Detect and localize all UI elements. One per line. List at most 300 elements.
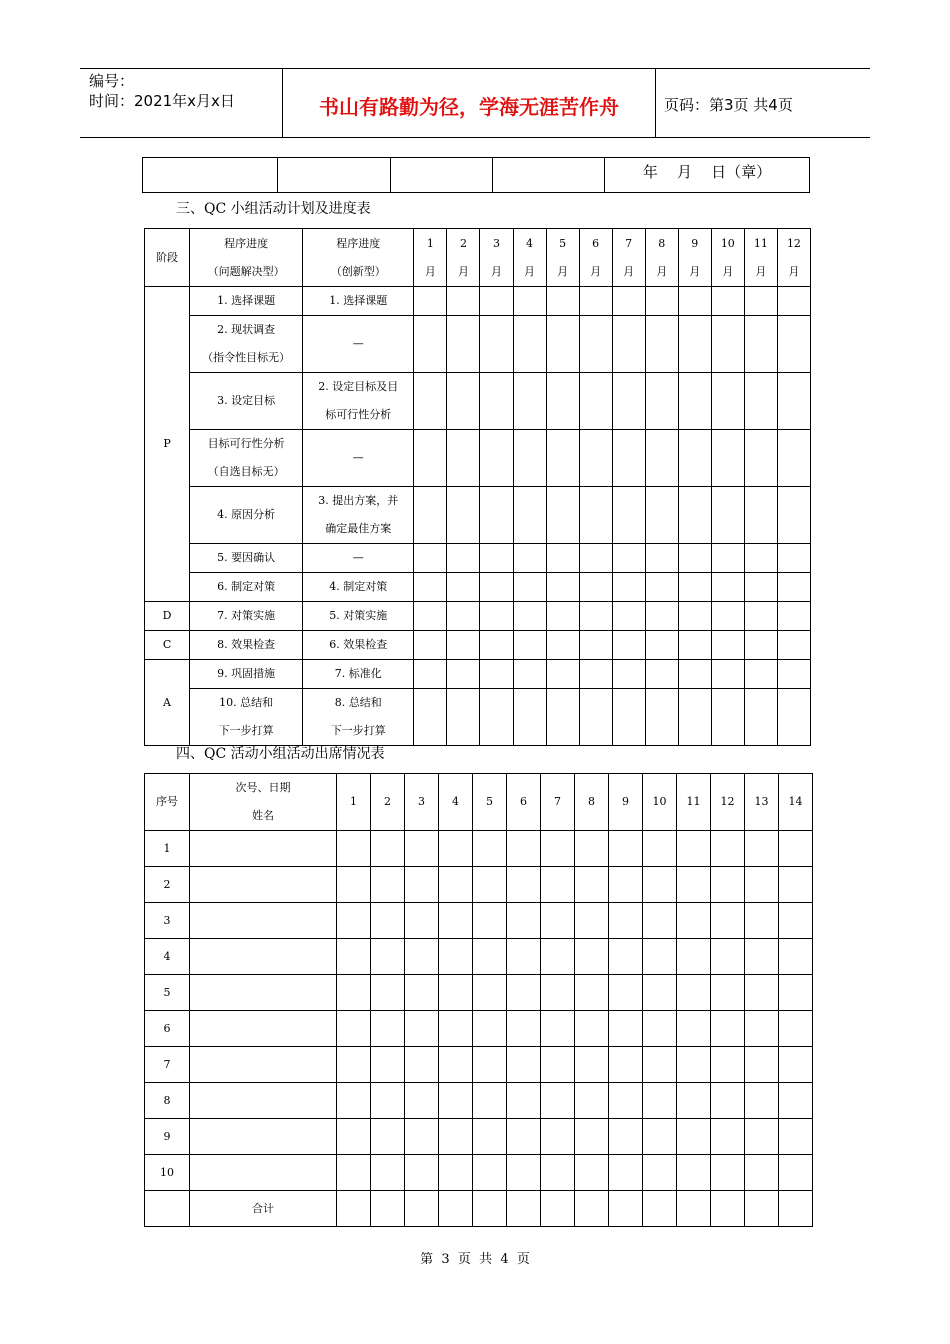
member-name-cell — [190, 1155, 337, 1191]
attendance-cell — [779, 903, 813, 939]
month-cell — [480, 373, 513, 430]
month-header — [678, 229, 711, 287]
month-number: 7 — [625, 236, 633, 250]
session-header: 10 — [643, 774, 677, 831]
attendance-cell — [779, 1119, 813, 1155]
cell-line: 下一步打算 — [330, 724, 386, 737]
signature-cell — [143, 158, 278, 193]
attendance-cell — [609, 1047, 643, 1083]
month-header — [414, 229, 447, 287]
header-meta — [89, 71, 235, 111]
month-cell — [645, 287, 678, 316]
attendance-cell — [711, 831, 745, 867]
month-number: 5 — [559, 236, 567, 250]
month-cell — [546, 287, 579, 316]
month-cell — [447, 689, 480, 746]
month-cell — [645, 573, 678, 602]
attendance-cell — [677, 867, 711, 903]
month-cell — [777, 373, 810, 430]
cell-line: 标可行性分析 — [325, 408, 392, 421]
attendance-row — [145, 831, 813, 867]
attendance-cell — [439, 1119, 473, 1155]
attendance-cell — [541, 1155, 575, 1191]
attendance-cell — [643, 1011, 677, 1047]
attendance-cell — [677, 975, 711, 1011]
attendance-cell — [507, 1119, 541, 1155]
month-cell — [744, 631, 777, 660]
month-cell — [645, 602, 678, 631]
month-cell — [777, 573, 810, 602]
month-cell — [513, 602, 546, 631]
month-cell — [744, 373, 777, 430]
attendance-row — [145, 1119, 813, 1155]
session-header: 13 — [745, 774, 779, 831]
attendance-cell — [779, 1155, 813, 1191]
member-name-cell — [190, 903, 337, 939]
attendance-cell — [575, 1047, 609, 1083]
month-suffix: 月 — [755, 264, 767, 278]
month-cell — [546, 602, 579, 631]
program-innovation-cell — [303, 602, 414, 631]
attendance-cell — [473, 867, 507, 903]
month-cell — [612, 689, 645, 746]
attendance-cell — [507, 1155, 541, 1191]
program-innovation-cell — [303, 660, 414, 689]
session-header: 6 — [507, 774, 541, 831]
attendance-cell — [405, 831, 439, 867]
attendance-cell — [405, 1047, 439, 1083]
month-cell — [744, 487, 777, 544]
month-cell — [744, 430, 777, 487]
session-header: 5 — [473, 774, 507, 831]
attendance-cell — [643, 1047, 677, 1083]
attendance-cell — [337, 1011, 371, 1047]
month-cell — [612, 430, 645, 487]
header-line: 程序进度 — [224, 236, 269, 250]
program-problem-cell — [190, 430, 303, 487]
attendance-cell — [405, 1119, 439, 1155]
attendance-row — [145, 1155, 813, 1191]
attendance-cell — [337, 1119, 371, 1155]
month-header — [546, 229, 579, 287]
attendance-cell — [609, 1119, 643, 1155]
month-cell — [678, 544, 711, 573]
attendance-cell — [677, 831, 711, 867]
session-header: 4 — [439, 774, 473, 831]
attendance-row — [145, 903, 813, 939]
cell-line: 7. 标准化 — [334, 667, 382, 680]
month-cell — [546, 689, 579, 746]
attendance-cell — [371, 1155, 405, 1191]
attendance-cell — [371, 939, 405, 975]
cell-line: 9. 巩固措施 — [217, 667, 276, 680]
cell-line: 目标可行性分析 — [207, 437, 285, 450]
attendance-cell — [337, 1047, 371, 1083]
attendance-cell — [711, 867, 745, 903]
attendance-cell — [677, 939, 711, 975]
month-cell — [546, 487, 579, 544]
month-cell — [480, 544, 513, 573]
month-cell — [513, 287, 546, 316]
month-cell — [513, 573, 546, 602]
attendance-cell — [405, 939, 439, 975]
month-cell — [777, 602, 810, 631]
month-cell — [711, 544, 744, 573]
month-cell — [513, 689, 546, 746]
attendance-cell — [779, 1083, 813, 1119]
attendance-cell — [643, 1155, 677, 1191]
month-cell — [678, 631, 711, 660]
attendance-row — [145, 939, 813, 975]
attendance-cell — [439, 1155, 473, 1191]
total-cell — [405, 1191, 439, 1227]
program-problem-cell — [190, 602, 303, 631]
attendance-cell — [473, 975, 507, 1011]
plan-row — [145, 544, 811, 573]
time-label: 时间：2021年x月x日 — [89, 92, 235, 110]
session-header: 3 — [405, 774, 439, 831]
attendance-cell — [677, 1011, 711, 1047]
date-seal-cell: 年 月 日（章） — [605, 158, 810, 193]
month-cell — [612, 602, 645, 631]
month-number: 12 — [786, 236, 801, 250]
month-cell — [480, 573, 513, 602]
cell-line: 4. 制定对策 — [329, 580, 388, 593]
month-cell — [711, 287, 744, 316]
signature-table — [142, 157, 810, 193]
month-cell — [678, 430, 711, 487]
month-cell — [678, 287, 711, 316]
month-header — [513, 229, 546, 287]
cell-line: 3. 设定目标 — [217, 394, 276, 407]
attendance-row — [145, 1083, 813, 1119]
header-line: 程序进度 — [336, 236, 381, 250]
month-cell — [480, 660, 513, 689]
month-cell — [513, 660, 546, 689]
month-cell — [678, 573, 711, 602]
month-cell — [612, 631, 645, 660]
member-name-cell — [190, 1011, 337, 1047]
attendance-cell — [507, 1047, 541, 1083]
month-cell — [711, 660, 744, 689]
attendance-cell — [609, 1155, 643, 1191]
attendance-cell — [405, 867, 439, 903]
cell-line: （自选目标无） — [207, 465, 285, 478]
attendance-cell — [745, 1011, 779, 1047]
cell-line: 1. 选择课题 — [329, 294, 388, 307]
attendance-cell — [575, 867, 609, 903]
attendance-cell — [371, 831, 405, 867]
attendance-cell — [609, 975, 643, 1011]
cell-line: — — [352, 551, 364, 564]
attendance-cell — [541, 1119, 575, 1155]
cell-line: — — [352, 337, 364, 350]
attendance-cell — [439, 975, 473, 1011]
plan-row — [145, 689, 811, 746]
month-cell — [612, 573, 645, 602]
month-cell — [579, 287, 612, 316]
program-problem-cell — [190, 631, 303, 660]
signature-cell — [391, 158, 493, 193]
month-cell — [744, 689, 777, 746]
attendance-cell — [371, 975, 405, 1011]
attendance-cell — [711, 1083, 745, 1119]
month-cell — [579, 660, 612, 689]
month-cell — [645, 316, 678, 373]
seq-header: 序号 — [145, 774, 190, 831]
attendance-cell — [609, 1083, 643, 1119]
total-cell — [541, 1191, 575, 1227]
total-row — [145, 1191, 813, 1227]
month-header — [579, 229, 612, 287]
attendance-cell — [541, 1083, 575, 1119]
month-cell — [612, 287, 645, 316]
total-cell — [473, 1191, 507, 1227]
month-cell — [480, 287, 513, 316]
month-cell — [480, 602, 513, 631]
month-cell — [777, 631, 810, 660]
month-cell — [645, 373, 678, 430]
month-cell — [744, 573, 777, 602]
attendance-cell — [779, 867, 813, 903]
month-cell — [414, 689, 447, 746]
cell-line: 8. 效果检查 — [217, 638, 276, 651]
month-suffix: 月 — [590, 264, 602, 278]
attendance-cell — [507, 939, 541, 975]
month-cell — [546, 660, 579, 689]
row-seq: 10 — [145, 1155, 190, 1191]
program-innovation-cell — [303, 430, 414, 487]
month-cell — [414, 287, 447, 316]
month-number: 2 — [459, 236, 467, 250]
attendance-cell — [711, 1047, 745, 1083]
plan-row — [145, 287, 811, 316]
session-header: 12 — [711, 774, 745, 831]
attendance-row — [145, 975, 813, 1011]
cell-line: 2. 设定目标及目 — [318, 380, 399, 393]
month-cell — [447, 660, 480, 689]
program-innovation-cell — [303, 316, 414, 373]
attendance-cell — [745, 1047, 779, 1083]
header-line: 次号、日期 — [235, 781, 291, 794]
attendance-cell — [405, 1011, 439, 1047]
month-cell — [546, 573, 579, 602]
total-label: 合计 — [190, 1191, 337, 1227]
attendance-row — [145, 1011, 813, 1047]
plan-row — [145, 573, 811, 602]
row-seq: 7 — [145, 1047, 190, 1083]
member-name-cell — [190, 1119, 337, 1155]
member-name-cell — [190, 867, 337, 903]
month-cell — [513, 544, 546, 573]
month-number: 8 — [658, 236, 666, 250]
cell-line: 3. 提出方案，并 — [318, 494, 399, 507]
attendance-cell — [541, 975, 575, 1011]
program-problem-cell — [190, 660, 303, 689]
month-cell — [645, 430, 678, 487]
header-motto: 书山有路勤为径，学海无涯苦作舟 — [319, 95, 619, 119]
month-cell — [414, 316, 447, 373]
program-innovation-cell — [303, 487, 414, 544]
attendance-cell — [779, 831, 813, 867]
cell-line: 10. 总结和 — [219, 696, 274, 709]
attendance-cell — [473, 831, 507, 867]
month-cell — [711, 487, 744, 544]
attendance-cell — [779, 1011, 813, 1047]
plan-progress-table — [144, 228, 811, 746]
month-header — [744, 229, 777, 287]
cell-line: 5. 对策实施 — [329, 609, 388, 622]
program-innovation-cell — [303, 373, 414, 430]
month-cell — [777, 544, 810, 573]
month-cell — [744, 287, 777, 316]
month-cell — [744, 602, 777, 631]
month-cell — [480, 316, 513, 373]
attendance-cell — [507, 1083, 541, 1119]
month-cell — [447, 487, 480, 544]
header-line: （问题解决型） — [207, 264, 285, 278]
month-cell — [612, 373, 645, 430]
plan-row — [145, 660, 811, 689]
row-seq: 3 — [145, 903, 190, 939]
month-cell — [711, 689, 744, 746]
attendance-cell — [745, 1119, 779, 1155]
stage-d: D — [145, 602, 190, 631]
attendance-cell — [575, 903, 609, 939]
month-cell — [711, 430, 744, 487]
attendance-header-row — [145, 774, 813, 831]
program-problem-cell — [190, 373, 303, 430]
attendance-cell — [405, 903, 439, 939]
plan-row — [145, 316, 811, 373]
month-number: 6 — [592, 236, 600, 250]
month-cell — [678, 487, 711, 544]
plan-row — [145, 373, 811, 430]
total-cell — [677, 1191, 711, 1227]
attendance-cell — [405, 1083, 439, 1119]
attendance-cell — [711, 903, 745, 939]
member-name-cell — [190, 831, 337, 867]
month-cell — [579, 316, 612, 373]
total-cell — [371, 1191, 405, 1227]
attendance-cell — [711, 1119, 745, 1155]
cell-line: 5. 要因确认 — [217, 551, 276, 564]
row-seq: 2 — [145, 867, 190, 903]
month-suffix: 月 — [788, 264, 800, 278]
attendance-table — [144, 773, 813, 1227]
total-seq-cell — [145, 1191, 190, 1227]
plan-header-row — [145, 229, 811, 287]
month-cell — [579, 573, 612, 602]
month-suffix: 月 — [490, 264, 502, 278]
attendance-cell — [779, 975, 813, 1011]
attendance-cell — [643, 903, 677, 939]
month-cell — [579, 544, 612, 573]
number-label: 编号： — [89, 72, 135, 90]
total-cell — [643, 1191, 677, 1227]
attendance-cell — [541, 1011, 575, 1047]
attendance-cell — [371, 1119, 405, 1155]
month-header — [777, 229, 810, 287]
attendance-cell — [745, 939, 779, 975]
attendance-cell — [337, 867, 371, 903]
session-header: 11 — [677, 774, 711, 831]
attendance-cell — [439, 1047, 473, 1083]
attendance-cell — [541, 867, 575, 903]
row-seq: 1 — [145, 831, 190, 867]
attendance-cell — [371, 1011, 405, 1047]
month-cell — [447, 373, 480, 430]
attendance-cell — [337, 1155, 371, 1191]
month-cell — [480, 430, 513, 487]
month-cell — [414, 631, 447, 660]
attendance-cell — [575, 831, 609, 867]
program-innovation-cell — [303, 631, 414, 660]
program-innovation-header — [303, 229, 414, 287]
row-seq: 9 — [145, 1119, 190, 1155]
month-cell — [414, 373, 447, 430]
month-cell — [447, 602, 480, 631]
attendance-cell — [745, 867, 779, 903]
program-innovation-cell — [303, 287, 414, 316]
attendance-cell — [745, 1083, 779, 1119]
attendance-cell — [541, 903, 575, 939]
stage-c: C — [145, 631, 190, 660]
month-cell — [744, 660, 777, 689]
month-cell — [711, 316, 744, 373]
attendance-cell — [337, 975, 371, 1011]
month-cell — [513, 430, 546, 487]
month-cell — [513, 631, 546, 660]
stage-p: P — [145, 287, 190, 602]
total-cell — [575, 1191, 609, 1227]
header-divider — [655, 69, 656, 137]
program-problem-header — [190, 229, 303, 287]
attendance-cell — [609, 1011, 643, 1047]
attendance-cell — [473, 1155, 507, 1191]
attendance-cell — [371, 903, 405, 939]
attendance-cell — [473, 939, 507, 975]
total-cell — [507, 1191, 541, 1227]
cell-line: 确定最佳方案 — [325, 522, 392, 535]
month-cell — [447, 631, 480, 660]
program-problem-cell — [190, 689, 303, 746]
month-cell — [612, 316, 645, 373]
month-cell — [579, 430, 612, 487]
month-cell — [447, 316, 480, 373]
month-suffix: 月 — [457, 264, 469, 278]
month-cell — [579, 631, 612, 660]
attendance-cell — [677, 1119, 711, 1155]
month-suffix: 月 — [623, 264, 635, 278]
month-cell — [513, 316, 546, 373]
month-cell — [777, 487, 810, 544]
attendance-row — [145, 1047, 813, 1083]
attendance-cell — [473, 1119, 507, 1155]
attendance-cell — [439, 939, 473, 975]
month-number: 10 — [720, 236, 735, 250]
cell-line: 6. 制定对策 — [217, 580, 276, 593]
attendance-cell — [439, 831, 473, 867]
section3-title: 三、QC 小组活动计划及进度表 — [176, 201, 371, 217]
attendance-cell — [711, 975, 745, 1011]
attendance-cell — [507, 975, 541, 1011]
stage-a: A — [145, 660, 190, 746]
month-cell — [645, 544, 678, 573]
attendance-cell — [677, 1083, 711, 1119]
month-cell — [546, 430, 579, 487]
total-cell — [711, 1191, 745, 1227]
